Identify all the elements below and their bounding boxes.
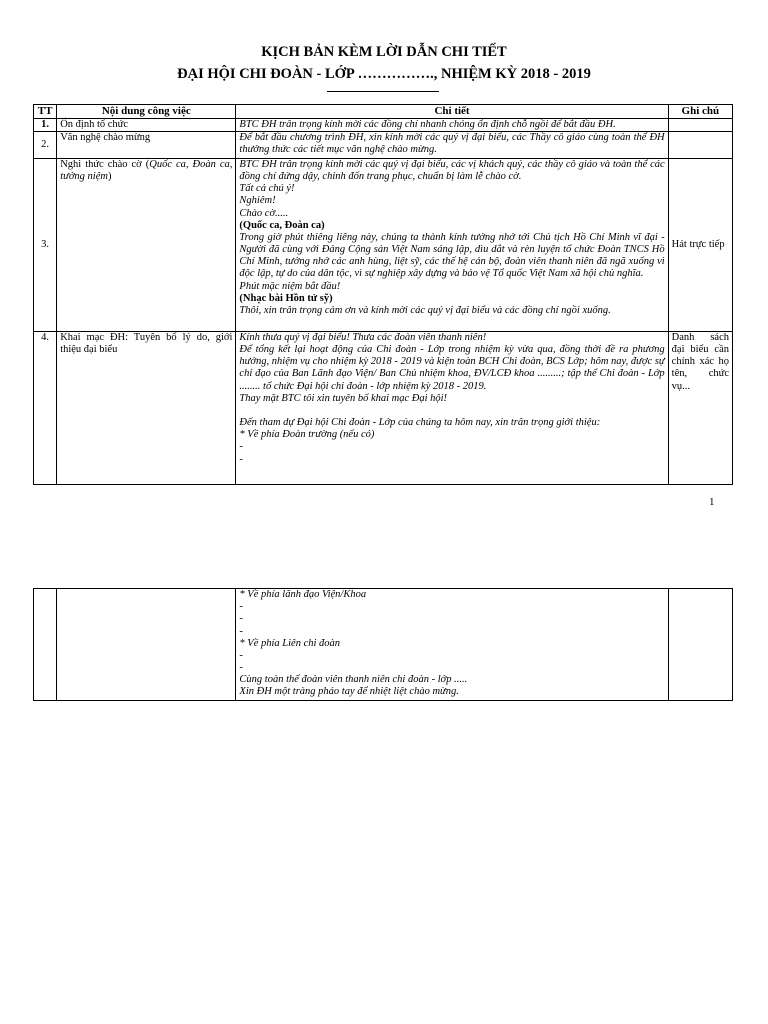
dash-line: - — [239, 662, 243, 674]
row-note — [668, 118, 732, 131]
row-number: 2. — [34, 131, 57, 158]
row-number: 1. — [34, 118, 57, 131]
header-tt: TT — [34, 105, 57, 119]
header-task: Nội dung công việc — [57, 105, 236, 119]
detail-line: (Quốc ca, Đoàn ca) — [239, 219, 325, 231]
dash-line: - — [239, 625, 243, 637]
dash-line: - — [239, 649, 243, 661]
detail-line: Đến tham dự Đại hội Chi đoàn - Lớp của chúng ta hôm nay, xin trân trọng giới thiệu: — [239, 417, 601, 429]
detail-line: * Về phía Liên chi đoàn — [239, 637, 341, 649]
detail-line: * Về phía Đoàn trường (nếu có) — [239, 429, 375, 441]
table-row — [34, 118, 733, 131]
table-row — [34, 589, 733, 701]
detail-line: Thôi, xin trân trọng cảm ơn và kính mời các quý vị đại biểu và các đồng chí ngồi xuống. — [239, 304, 611, 316]
row-task: Khai mạc ĐH: Tuyên bố lý do, giới thiệu đại biểu — [57, 331, 236, 484]
task-text: Nghi thức chào cờ ( — [60, 158, 150, 170]
row-note: Hát trực tiếp — [668, 158, 732, 331]
row-number: 4. — [34, 331, 57, 484]
spacer-line — [239, 405, 664, 417]
table-row — [34, 158, 733, 331]
detail-line: Phút mặc niệm bắt đầu! — [239, 280, 341, 292]
dash-line: - — [239, 453, 243, 465]
detail-line: (Nhạc bài Hồn tử sỹ) — [239, 292, 333, 304]
detail-line: Kính thưa quý vị đại biểu! Thưa các đoàn viên thanh niên! — [239, 331, 487, 343]
detail-line: Để tổng kết lại hoạt động của Chi đoàn - Lớp trong nhiệm kỳ vừa qua, đồng thời đề ra phương hướng, nhiệm vụ cho nhiệm kỳ 2018 - 2019 và kiện toàn BCH Chi đoàn, BCS Lớp; hôm nay, được sự chỉ đạo của Ban Lãnh đạo Viện/ Ban Chủ nhiệm khoa, ĐV/LCĐ khoa .........; tập thể Chi đoàn - Lớp ........ tổ chức Đại hội chi đoàn - lớp nhiệm kỳ 2018 - 2019. — [239, 344, 665, 392]
header-note: Ghi chú — [668, 105, 732, 119]
detail-line: Xin ĐH một tràng pháo tay để nhiệt liệt chào mừng. — [239, 686, 459, 698]
detail-line: * Về phía lãnh đạo Viện/Khoa — [239, 589, 367, 600]
task-text-italic: Quốc ca, Đoàn ca, tưởng niệm — [60, 158, 233, 183]
row-task: Ổn định tổ chức — [57, 118, 236, 131]
detail-line: BTC ĐH trân trọng kính mời các quý vị đại biểu, các vị khách quý, các thầy cô giáo và toàn thể các đồng chí đứng dậy, chỉnh đốn trang phục, chuẩn bị làm lễ chào cờ. — [239, 158, 665, 183]
dash-line: - — [239, 601, 243, 613]
header-detail: Chi tiết — [236, 105, 668, 119]
detail-line: Cùng toàn thể đoàn viên thanh niên chi đoàn - lớp ..... — [239, 674, 468, 686]
table-row — [34, 131, 733, 158]
task-text: ) — [107, 171, 112, 183]
detail-line: Tất cả chú ý! — [239, 183, 295, 195]
detail-line: Thay mặt BTC tôi xin tuyên bố khai mạc Đại hội! — [239, 392, 448, 404]
table-header-row — [34, 105, 733, 119]
row-note — [668, 131, 732, 158]
page-number: 1 — [709, 496, 715, 508]
document-title: KỊCH BẢN KÈM LỜI DẪN CHI TIẾT — [261, 44, 507, 60]
row-note: Danh sách đại biểu cần chính xác họ tên, chức vụ... — [668, 331, 732, 484]
row-task — [57, 158, 236, 331]
row-task: Văn nghệ chào mừng — [57, 131, 236, 158]
script-table — [33, 104, 733, 485]
row-detail — [236, 589, 668, 701]
row-number: 3. — [34, 158, 57, 331]
row-detail — [236, 331, 668, 484]
script-table-continued — [33, 588, 733, 701]
row-task — [57, 589, 236, 701]
row-note — [668, 589, 732, 701]
detail-line: Chào cờ..... — [239, 207, 289, 219]
row-detail: BTC ĐH trân trọng kính mời các đồng chí nhanh chóng ổn định chỗ ngồi để bắt đầu ĐH. — [236, 118, 668, 131]
document-subtitle: ĐẠI HỘI CHI ĐOÀN - LỚP ……………., NHIỆM KỲ 2018 - 2019 — [177, 66, 591, 82]
detail-line: Trong giờ phút thiêng liêng này, chúng ta thành kính tưởng nhớ tới Chủ tịch Hồ Chí Minh vĩ đại - Người đã cùng với Đảng Cộng sản Việt Nam sáng lập, dìu dắt và rèn luyện tổ chức Đoàn TNCS Hồ Chí Minh, tưởng nhớ các anh hùng, liệt sỹ, các thế hệ cán bộ, đoàn viên thanh niên đã ngã xuống vì độc lập, tự do của dân tộc, vì sự nghiệp xây dựng và bảo vệ Tổ quốc Việt Nam xã hội chủ nghĩa. — [239, 231, 665, 280]
row-detail — [236, 158, 668, 331]
row-number — [34, 589, 57, 701]
detail-line: Nghiêm! — [239, 195, 276, 207]
dash-line: - — [239, 613, 243, 625]
title-underline — [327, 91, 439, 92]
row-detail: Để bắt đầu chương trình ĐH, xin kính mời các quý vị đại biểu, các Thầy cô giáo cùng toàn thể ĐH thưởng thức các tiết mục văn nghệ chào mừng. — [236, 131, 668, 158]
table-row — [34, 331, 733, 484]
dash-line: - — [239, 441, 243, 453]
